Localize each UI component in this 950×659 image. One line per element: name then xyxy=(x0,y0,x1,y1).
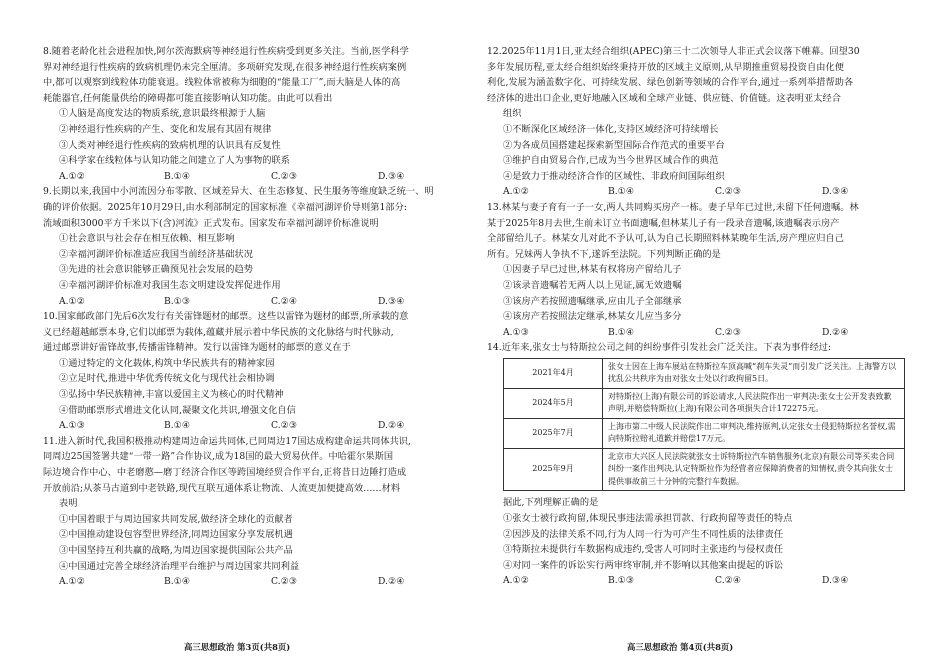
event-description: 张女士因在上海车展站在特斯拉车顶高喊“刹车失灵”而引发广泛关注。上海警方以扰乱公共秩序为由对张女士处以行政拘留5日。 xyxy=(603,358,905,388)
question-stem-line: 开放前沿;从茶马古道到中老铁路,现代互联互通体系让物流、人流更加便捷高效……材料 xyxy=(43,482,401,494)
option-d: D.②④ xyxy=(378,576,405,588)
question-stem-line: 通过邮票讲好雷锋故事,传播雷锋精神。发行以雷锋为题材的邮票的意义在于 xyxy=(43,342,351,354)
question-11 xyxy=(43,434,473,590)
question-stem-line: 某于2025年8月去世,生前未订立书面遗嘱,但林某儿子有一段录音遗嘱,该遗嘱表示房产 xyxy=(487,217,840,229)
question-12 xyxy=(487,44,919,200)
table-row xyxy=(504,358,905,388)
option-d: D.③④ xyxy=(378,295,405,307)
question-stem-line: 8.随着老龄化社会进程加快,阿尔茨海默病等神经退行性疾病受到更多关注。当前,医学科学 xyxy=(43,46,409,57)
event-date: 2025年7月 xyxy=(504,418,603,448)
statement-item: ③维护自由贸易合作,已成为当今世界区域合作的典范 xyxy=(503,155,719,167)
statement-item: ③特斯拉未提供行车数据构成违约,受害人可同时主张违约与侵权责任 xyxy=(503,544,784,556)
question-stem-line: 11.进入新时代,我国积极推动构建周边命运共同体,已同周边17国达成构建命运共同体共识, xyxy=(43,435,412,447)
option-a: A.①② xyxy=(503,575,530,587)
answer-options xyxy=(43,169,473,185)
question-13 xyxy=(487,200,919,340)
option-c: C.②④ xyxy=(715,575,742,587)
statement-item: ②立足时代,推进中华优秀传统文化与现代社会相协调 xyxy=(59,373,275,385)
statement-item: ③弘扬中华民族精神,丰富以爱国主义为核心的时代精神 xyxy=(59,389,284,401)
statement-item: ④对同一案件的诉讼实行两审终审制,并不影响以其他案由提起的诉讼 xyxy=(503,559,784,571)
question-8 xyxy=(43,44,473,184)
table-row xyxy=(504,388,905,418)
question-stem-line: 10.国家邮政部门先后6次发行有关雷锋题材的邮票。这些以雷锋为题材的邮票,所承载的意 xyxy=(43,311,409,323)
question-stem-line: 13.林某与妻子育有一子一女,两人共同购买房产一栋。妻子早年已过世,未留下任何遗嘱。林 xyxy=(487,201,859,213)
statement-item: ②神经退行性疾病的产生、变化和发展有其固有规律 xyxy=(59,123,272,135)
statement-item: ②因涉及的法律关系不同,行为人同一行为可产生不同性质的法律责任 xyxy=(503,528,784,540)
question-stem-line: 经济体的进出口企业,更好地融入区域和全球产业链、供应链、价值链。这表明亚太经合 xyxy=(487,92,841,104)
option-b: B.①③ xyxy=(164,295,191,307)
statement-item: ③人类对神经退行性疾病的致病机理的认识具有反复性 xyxy=(59,139,281,151)
question-stem-line: 表明 xyxy=(59,498,78,510)
option-a: A.①② xyxy=(59,170,86,182)
statement-item: ④是致力于推动经济合作的区域性、非政府间国际组织 xyxy=(503,170,725,182)
question-stem-line: 全部留给儿子。林某女儿对此不予认可,认为自己长期照料林某晚年生活,房产理应归自己 xyxy=(487,233,844,245)
statement-item: ④该房产若按照法定继承,林某女儿应当多分 xyxy=(503,311,682,323)
page-footer-left: 高三思想政治 第3页(共8页) xyxy=(184,642,291,652)
option-a: A.①③ xyxy=(59,420,86,432)
question-stem-line: 14.近年来,张女士与特斯拉公司之间的纠纷事件引发社会广泛关注。下表为事件经过: xyxy=(487,342,832,354)
statement-item: ①不断深化区域经济一体化,支持区域经济可持续增长 xyxy=(503,123,719,135)
option-d: D.③④ xyxy=(378,170,405,182)
left-page xyxy=(43,44,473,590)
option-d: D.②④ xyxy=(822,326,849,338)
question-10 xyxy=(43,309,473,434)
answer-options xyxy=(43,294,473,310)
option-a: A.①③ xyxy=(503,326,530,338)
option-b: B.①③ xyxy=(608,575,635,587)
statement-item: ①社会意识与社会存在相互依赖、相互影响 xyxy=(59,233,235,245)
event-description: 北京市大兴区人民法院就张女士诉特斯拉汽车销售服务(北京)有限公司等买卖合同纠纷一案作出判决,认定特斯拉作为经营者应保障消费者的知情权,责令其向张女士提供事故前三十分钟的完整行车数据。 xyxy=(603,448,905,491)
table-row xyxy=(504,448,905,491)
question-stem-line: 确的评价依据。2025年10月29日,由水利部制定的国家标准《幸福河湖评价导则第1部分: xyxy=(43,201,408,213)
question-stem-line: 界对神经退行性疾病的致病机理仍未完全厘清。多项研究发现,在很多神经退行性疾病案例 xyxy=(43,61,407,73)
option-d: D.②④ xyxy=(378,420,405,432)
event-date: 2024年5月 xyxy=(504,388,603,418)
event-table xyxy=(503,358,905,492)
question-stem-line: 流域面积3000平方千米以下(含)河流》正式发布。国家发布幸福河湖评价标准说明 xyxy=(43,217,379,229)
option-a: A.①② xyxy=(59,576,86,588)
question-stem-line: 多年发展历程,亚太经合组织始终秉持开放的区域主义原则,从早期推重贸易投资自由化便 xyxy=(487,61,844,73)
answer-options xyxy=(43,418,473,434)
question-stem-line: 中,都可以观察到线粒体功能衰退。线粒体常被称为细胞的“能量工厂”,而大脑是人体的高 xyxy=(43,77,401,89)
option-b: B.①④ xyxy=(608,186,635,198)
question-9 xyxy=(43,184,473,309)
statement-item: ②为各成员国搭建起探索新型国际合作范式的重要平台 xyxy=(503,139,725,151)
statement-item: ①因妻子早已过世,林某有权将房产留给儿子 xyxy=(503,264,682,276)
statement-item: ①中国着眼于与周边国家共同发展,做经济全球化的贡献者 xyxy=(59,513,293,525)
option-c: C.②③ xyxy=(715,186,742,198)
option-b: B.①④ xyxy=(164,420,191,432)
right-page xyxy=(487,44,919,589)
table-row xyxy=(504,418,905,448)
statement-item: ④幸福河湖评价标准对我国生态文明建设发挥促进作用 xyxy=(59,279,281,291)
option-d: D.③④ xyxy=(822,186,849,198)
question-prompt: 据此,下列理解正确的是 xyxy=(503,497,599,509)
statement-item: ③中国坚持互利共赢的战略,为周边国家提供国际公共产品 xyxy=(59,545,293,556)
option-c: C.②③ xyxy=(271,420,298,432)
statement-item: ①张女士被行政拘留,体现民事违法需承担罚款、行政拘留等责任的特点 xyxy=(503,512,793,524)
answer-options xyxy=(487,325,919,341)
question-stem-line: 组织 xyxy=(503,108,522,120)
statement-item: ③先进的社会意识能够正确预见社会发展的趋势 xyxy=(59,264,253,276)
option-b: B.①④ xyxy=(164,170,191,182)
question-stem-line: 所有。兄妹两人争执不下,遂诉至法院。下列判断正确的是 xyxy=(487,248,721,260)
statement-item: ②中国推动建设包容型世界经济,同周边国家分享发展机遇 xyxy=(59,529,293,541)
option-b: B.①④ xyxy=(608,326,635,338)
statement-item: ①通过特定的文化载体,构筑中华民族共有的精神家园 xyxy=(59,357,275,369)
event-description: 上海市第二中级人民法院作出二审判决,维持原判,认定张女士侵犯特斯拉名誉权,需向特斯拉赔礼道歉并赔偿17万元。 xyxy=(603,418,905,448)
statement-item: ②幸福河湖评价标准适应我国当前经济基础状况 xyxy=(59,248,253,260)
event-description: 对特斯拉(上海)有限公司的诉讼请求,人民法院作出一审判决:张女士公开发表致歉声明,并赔偿特斯拉(上海)有限公司各项损失合计172275元。 xyxy=(603,388,905,418)
option-c: C.②④ xyxy=(271,295,298,307)
statement-item: ④中国通过完善全球经济治理平台维护与周边国家共同利益 xyxy=(59,560,300,572)
statement-item: ④借助邮票形式增进文化认同,凝聚文化共识,增强文化自信 xyxy=(59,404,296,416)
page-footer-right: 高三思想政治 第4页(共8页) xyxy=(627,642,734,652)
answer-options xyxy=(43,574,473,590)
question-stem-line: 9.长期以来,我国中小河流因分布零散、区域差异大、在生态修复、民生服务等维度缺乏统一、明 xyxy=(43,186,434,198)
option-c: C.②③ xyxy=(271,170,298,182)
question-stem-line: 义已经超越邮票本身,它们以邮票为载体,蕴藏并展示着中华民族的文化脉络与时代脉动, xyxy=(43,326,394,338)
option-c: C.②③ xyxy=(715,326,742,338)
option-c: C.②③ xyxy=(271,576,298,588)
answer-options xyxy=(487,184,919,200)
option-a: A.①② xyxy=(59,295,86,307)
option-d: D.③④ xyxy=(822,575,849,587)
question-stem-line: 际边境合作中心、中老磨憨—磨丁经济合作区等跨国境经贸合作平台,正将昔日边陲打造成 xyxy=(43,467,407,479)
event-date: 2021年4月 xyxy=(504,358,603,388)
statement-item: ②该录音遗嘱若无两人以上见证,属无效遗嘱 xyxy=(503,279,682,291)
option-b: B.①④ xyxy=(164,576,191,588)
event-date: 2025年9月 xyxy=(504,448,603,491)
question-stem-line: 耗能器官,任何能量供给的障碍都可能直接影响认知功能。由此可以看出 xyxy=(43,92,333,104)
question-stem-line: 同周边25国签署共建“一带一路”合作协议,成为18国的最大贸易伙伴。中哈霍尔果斯国 xyxy=(43,451,394,463)
statement-item: ①人脑是高度发达的物质系统,意识最终根源于人脑 xyxy=(59,108,266,120)
option-a: A.①② xyxy=(503,186,530,198)
statement-item: ③该房产若按照遗嘱继承,应由儿子全部继承 xyxy=(503,295,682,307)
statement-item: ④科学家在线粒体与认知功能之间建立了人为事物的联系 xyxy=(59,155,290,167)
question-stem-line: 利化,发展为涵盖数字化、可持续发展、绿色创新等领域的合作平台,通过一系列举措帮助各 xyxy=(487,77,854,89)
question-stem-line: 12.2025年11月1日,亚太经合组织(APEC)第三十二次领导人非正式会议落下帷幕。回望30 xyxy=(487,46,860,57)
question-14 xyxy=(487,340,919,589)
answer-options xyxy=(487,573,919,589)
